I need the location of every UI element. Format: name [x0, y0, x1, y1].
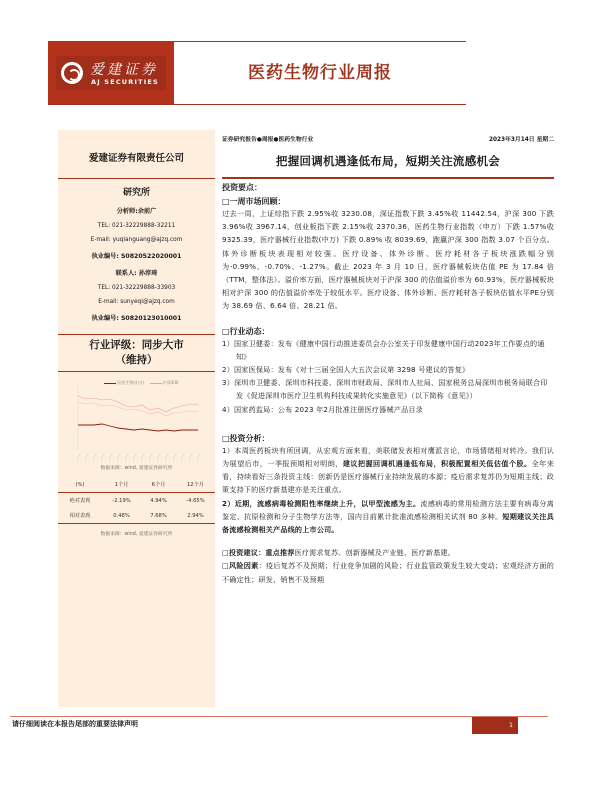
report-title: 把握回调机遇逢低布局，短期关注流感机会: [275, 154, 501, 168]
analyst-tel: TEL: 021-32229888-32211: [97, 223, 176, 229]
report-type: 医药生物行业周报: [248, 63, 392, 83]
table-source: 数据来源：wind, 爱建证券研究所: [100, 532, 173, 537]
legal-disclaimer: 请仔细阅读在本报告尾部的重要法律声明: [12, 720, 138, 728]
table-row: 相对表现 0.48% 7.68% 2.94%: [58, 508, 215, 524]
list-item: 4）国家药监局：公布 2023 年2月批准注册医疗器械产品目录: [222, 404, 423, 414]
contact-email[interactable]: E-mail: sunyeqi@ajzq.com: [98, 299, 175, 305]
key-points-heading: 投资要点：: [222, 183, 262, 192]
logo: [48, 42, 174, 104]
analyst: 分析师:余前广: [116, 208, 157, 215]
table-row: 绝对表现 -2.19% 4.94% -4.65%: [69, 497, 205, 504]
analyst-license: 执业编号: S0820522020001: [91, 253, 182, 260]
investment-advice: □投资建议：重点推荐医疗需求复苏、创新器械及产业链、医疗新基建。: [222, 548, 456, 558]
market-review-text: 过去一周，上证综指下跌 2.95%收 3230.08，深证指数下跌 3.45%收 11442.54，沪深 300 下跌 3.96%收 3967.14，创业板指下跌 2.15%收 2370.36，医药生物行业指数（申万）下跌 1.57%收 9325.39，医疗器械行业指数(中万) 下跌 0.89% 收 8039.69，跑赢沪深 300 指数 3.07 个百分点。体外诊断板块表现相对较强。医疗设备、体外诊断、医疗耗材各子板块涨跌幅分别为-0.99%、-0.70%、-1.27%。截止 2023 年 3 月 10 日，医疗器械板块估值 PE 为 17.84 倍（TTM，整体法）。溢价率方面，医疗器械板块对于沪深 300 的估值溢价率为 60.93%，医疗器械板块相对沪深 300 的估值溢价率处于较低水平。医疗设备、体外诊断、医疗耗材各子板块估值水平PE分别为 38.69 倍、6.64 倍、28.21 倍。: [222, 209, 554, 311]
company-name: 爱建证券有限责任公司: [88, 153, 184, 164]
page-number: 1: [472, 717, 518, 734]
chart-legend: 医药生物(申万) 沪深300: [104, 380, 178, 386]
chart-source: 数据来源：wind, 爱建证券研究所: [100, 466, 173, 471]
footer-divider: [10, 716, 548, 717]
department: 研究所: [122, 188, 150, 198]
list-item: 2）国家医保局：发布《对十三届全国人大五次会议第 3298 号建议的答复》: [222, 365, 470, 375]
analysis-point-2: 2）近期，流感病毒检测阳性率继续上升，以甲型流感为主。流感病毒的常用检测方法主要有病毒分离鉴定、抗原检测和分子生物学方法等，国内目前累计批准流感检测相关试剂 80 多种。短期建议关注具备流感检测相关产品线的上市公司。: [222, 498, 554, 535]
performance-table: (%) 1个月 6个月 12个月 绝对表现 -2.19% 4.94% -4.65% 相对表现 0.48% 7.68% 2.94%: [58, 477, 215, 524]
contact: 联系人: 孙淳琦: [115, 270, 158, 277]
industry-rating: 行业评级：同步大市 （维持）: [89, 339, 184, 366]
analysis-point-1: 1）本周医药板块有所回调，从宏观方面来看，美联储发表相对鹰派言论，市场情绪相对转冷。我们认为展望后市，一季报预期相对明朗，建议把握回调机遇逢低布局，积极配置相关低估值个股。全年来看，持续看好三条投资主线：创新仍是医疗器械行业持续发展的本源；疫后需求复苏仍为短期主线；政策支持下的医疗新基建亦是关注重点。: [222, 445, 555, 495]
report-category: 证券研究报告●周报●医药生物行业: [222, 137, 314, 143]
main-content: [222, 134, 554, 586]
analyst-email[interactable]: E-mail: yuqianguang@ajzq.com: [90, 237, 183, 243]
logo-cn: 爱建证券: [90, 62, 158, 78]
logo-mark-icon: [61, 62, 83, 84]
contact-license: 执业编号: S0820123010001: [91, 315, 182, 322]
logo-en: AJ SECURITIES: [91, 78, 159, 86]
report-date: 2023年3月14日 星期二: [488, 137, 554, 143]
market-review-heading: □一周市场回顾：: [222, 197, 286, 206]
report-header: [48, 41, 466, 105]
analysis-heading: □投资分析：: [222, 433, 270, 443]
contact-tel: TEL: 021-32229888-33903: [97, 285, 176, 291]
industry-heading: □行业动态：: [222, 326, 270, 336]
risk-factors: □风险因素：疫后复苏不及预期；行业竞争加剧的风险；行业监管政策发生较大变动；宏观经济方面的不确定性；研发、销售不及预期: [222, 561, 555, 584]
performance-chart: [64, 372, 209, 462]
list-item: 3）深圳市卫健委、深圳市科技委、深圳市财政局、深圳市人社局、国家税务总局深圳市税务局联合印发《促进深圳市医疗卫生机构科技成果转化实施意见》（以下简称《意见》）: [222, 378, 548, 401]
list-item: 1）国家卫健委：发布《健康中国行动推进委员会办公室关于印发健康中国行动2023年工作要点的通知》: [222, 338, 545, 361]
report-meta: [222, 134, 554, 143]
sidebar: [58, 130, 215, 707]
